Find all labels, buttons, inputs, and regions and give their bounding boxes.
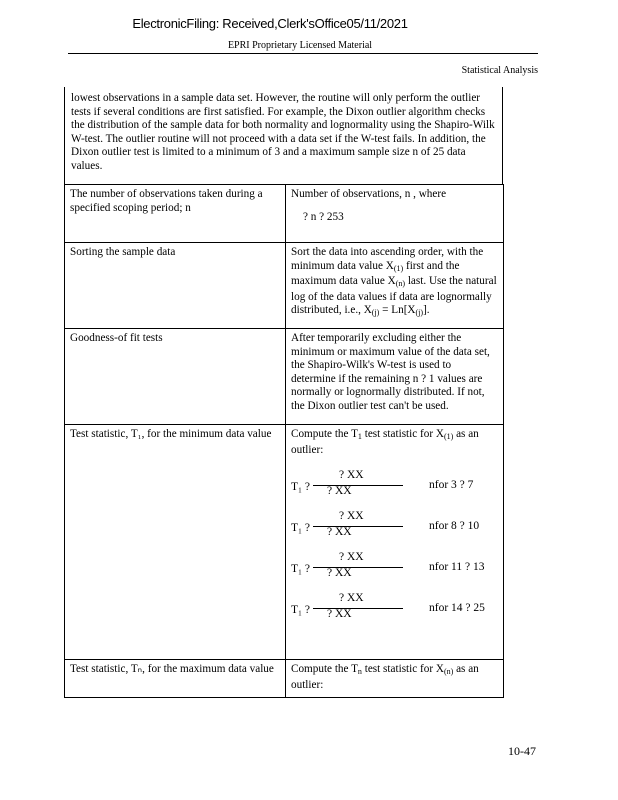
section-title: Statistical Analysis [461,65,538,76]
definition-text [291,428,498,457]
table-row-observations [65,185,504,243]
dixon-formula-2 [291,510,498,547]
formula-label: T₁ ? [291,604,311,616]
definitions-table [64,184,504,698]
proprietary-notice: EPRI Proprietary Licensed Material [227,40,373,51]
formula-label: T₁ ? [291,481,311,493]
formula-condition: nfor 3 ? 7 [429,479,474,491]
page-number: 10-47 [508,744,536,758]
subscript: 1 [357,432,362,441]
formula-denominator: ? XX [327,485,352,497]
table-row-test-statistic-max [65,660,504,698]
header-rule [68,53,538,54]
formula-numerator: ? XX [339,469,364,481]
text-segment: last. Use the natural log of the data values if data are lognormally distributed, i.e., X [291,275,497,316]
formula-condition: nfor 8 ? 10 [429,520,480,532]
cell-term: Goodness-of fit tests [65,329,286,425]
subscript: n [357,667,362,676]
text-segment: first and the maximum data value X [291,259,460,287]
formula-condition: nfor 11 ? 13 [429,561,485,573]
subscript: (n) [443,667,454,676]
efiling-stamp: ElectronicFiling: Received,Clerk'sOffice05/11/2021 [132,16,408,31]
subscript: (n) [395,279,406,288]
cell-definition [286,660,504,698]
subscript: (1) [393,263,404,273]
cell-definition: After temporarily excluding either the minimum or maximum value of the data set, the Shapiro-Wilk's W-test is used to determine if the remaining n ? 1 values are normally or lognormally distributed. If not, the Dixon outlier test can't be used. [286,329,504,425]
subscript: (j) [371,308,380,317]
formula-numerator: ? XX [339,551,364,563]
table-row-test-statistic-min [65,425,504,660]
cell-term: Test statistic, T₁, for the minimum data value [65,425,286,660]
text-segment: test statistic for X [361,663,444,675]
formula-numerator: ? XX [339,510,364,522]
formula-condition: nfor 14 ? 25 [429,602,485,614]
text-segment: Compute the T [291,428,358,440]
dixon-formula-3 [291,551,498,588]
formula-label: T₁ ? [291,522,311,534]
cell-term: Sorting the sample data [65,243,286,329]
text-segment: as an outlier: [291,428,479,456]
dixon-formula-1 [291,469,498,506]
formula-denominator: ? XX [327,526,352,538]
text-segment: = Ln[X [379,304,416,316]
table-row-goodness-of-fit [65,329,504,425]
cell-definition [286,425,504,660]
definition-range: ? n ? 253 [303,210,344,223]
text-segment: Compute the T [291,663,358,675]
formula-numerator: ? XX [339,592,364,604]
cell-term: Test statistic, Tₙ, for the maximum data value [65,660,286,698]
definition-text: Number of observations, n , where [291,188,447,200]
subscript: (j) [415,308,424,317]
subscript: (1) [443,432,454,441]
text-segment: test statistic for X [361,428,444,440]
text-segment: Sort the data into ascending order, with the minimum data value X [291,246,484,272]
cell-definition [286,185,504,243]
text-segment: ]. [423,304,430,316]
intro-paragraph: lowest observations in a sample data set. However, the routine will only perform the outlier tests if several conditions are first satisfied. For example, the Dixon outlier algorithm checks the distribution of the sample data for both normality and lognormality using the Shapiro-Wilk W-test. The outlier routine will not proceed with a data set if the W-test fails. In addition, the Dixon outlier test is limited to a minimum of 3 and a maximum sample size n of 25 data values. [64,87,503,184]
formula-denominator: ? XX [327,567,352,579]
dixon-formula-4 [291,592,498,629]
table-row-sorting [65,243,504,329]
formula-label: T₁ ? [291,563,311,575]
cell-term: The number of observations taken during a specified scoping period; n [65,185,286,243]
formula-denominator: ? XX [327,608,352,620]
text-segment: as an outlier: [291,663,479,691]
cell-definition [286,243,504,329]
